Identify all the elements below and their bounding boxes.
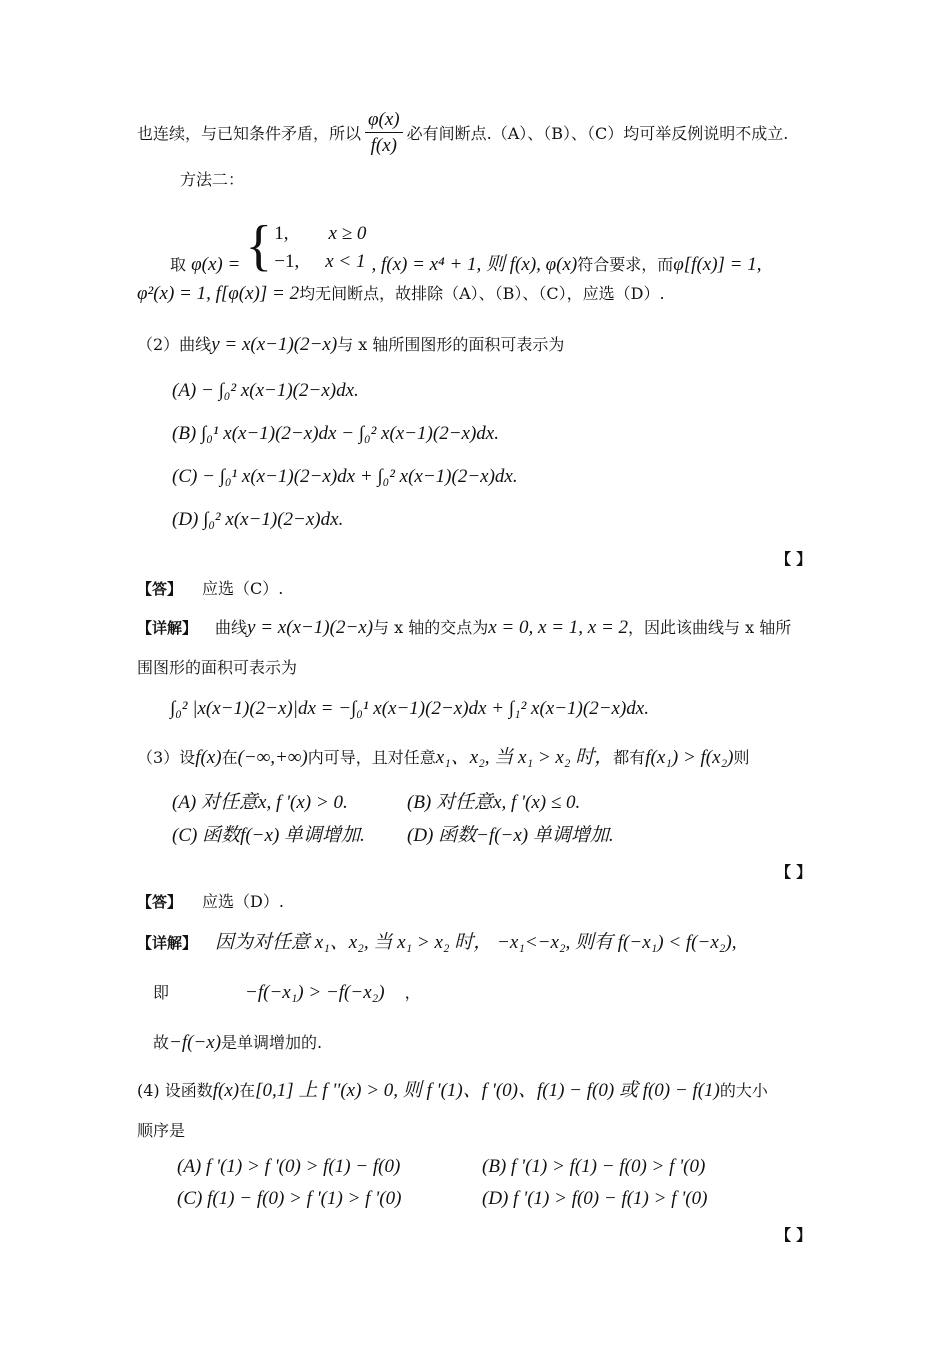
question-3-stem [137,748,750,767]
text-segment: 在 [239,1081,256,1100]
text-segment: 故 [153,1033,170,1052]
fraction-denominator: f(x) [370,135,397,156]
text-segment: 也连续，与已知条件矛盾，所以 [137,124,362,143]
math-intersections: x = 0, x = 1, x = 2 [488,617,629,638]
text-segment: 在 [221,748,238,767]
math-fx: f(x) [212,1080,240,1101]
math-curve: y = x(x−1)(2−x) [211,334,338,355]
question-3-option-c: (C) 函数f(−x) 单调增加. [172,825,365,846]
text-segment: 则 [733,748,750,767]
question-3-option-a: (A) 对任意x, f '(x) > 0. [172,792,348,813]
question-4-option-d: (D) f '(1) > f(0) − f(1) > f '(0) [482,1188,708,1209]
phi-of-f: φ[f(x)] = 1, [673,254,762,275]
text-segment: ， [404,983,421,1002]
text-segment: 即 [153,983,170,1002]
question-4-option-c: (C) f(1) − f(0) > f '(1) > f '(0) [177,1188,402,1209]
text-segment: 必有间断点.（A）、（B）、（C）均可举反例说明不成立. [406,124,789,143]
math-condition: x₁、x₂, 当 x₁ > x₂ 时， [435,747,614,768]
question-3-answer [137,894,284,910]
case-row [274,220,366,248]
question-4-option-b: (B) f '(1) > f(1) − f(0) > f '(0) [482,1156,706,1177]
answer-bracket: 【 】 [776,550,812,568]
text-segment: 取 [170,255,187,274]
answer-tag: 【答】 [137,893,183,911]
question-2-option-b: (B) ∫₀¹ x(x−1)(2−x)dx − ∫₀² x(x−1)(2−x)dx. [172,423,499,444]
math-phi-squared: φ²(x) = 1, f[φ(x)] = 2 [137,283,300,304]
detail-tag: 【详解】 [137,934,198,952]
case-row [274,248,366,276]
piecewise-definition [170,206,762,275]
detail-tag: 【详解】 [137,619,198,637]
line-continuity [137,109,789,157]
question-3-conclusion [153,1033,322,1052]
fraction-phi-over-f [365,110,403,155]
case-condition: x < 1 [325,250,366,272]
math-detail: 因为对任意 x₁、x₂, 当 x₁ > x₂ 时， −x₁<−x₂, 则有 f(−x₁) < f(−x₂), [215,932,737,953]
question-2-detail-line2: 围图形的面积可表示为 [137,658,298,677]
math-curve: y = x(x−1)(2−x) [247,617,374,638]
question-3-ji [153,983,421,1002]
fraction-numerator: φ(x) [365,110,403,133]
question-4-stem [137,1081,768,1100]
text-segment: (4) 设函数 [137,1081,213,1100]
text-segment: 都有 [613,748,646,767]
text-segment: （3）设 [137,748,196,767]
question-2-option-d: (D) ∫₀² x(x−1)(2−x)dx. [172,509,344,530]
case-value: −1, [274,250,300,272]
text-segment: 曲线 [215,618,248,637]
question-2-option-a: (A) − ∫₀² x(x−1)(2−x)dx. [172,380,359,401]
question-2-detail [137,618,791,637]
math-fx: f(x) [195,747,222,768]
answer-text: 应选（C）. [202,579,284,598]
text-segment: 均无间断点，故排除（A）、（B）、（C），应选（D）. [299,284,665,303]
text-segment: 的大小 [719,1081,768,1100]
brace-glyph: { [245,215,273,277]
question-3-detail [137,933,736,952]
text-segment: 是单调增加的. [221,1033,323,1052]
case-condition: x ≥ 0 [328,222,367,244]
question-4-option-a: (A) f '(1) > f '(0) > f(1) − f(0) [177,1156,401,1177]
piecewise-cases [274,220,366,275]
text-segment: ，因此该曲线与 x 轴所 [628,618,792,637]
question-3-option-b: (B) 对任意x, f '(x) ≤ 0. [407,792,581,813]
math-inequality: −f(−x₁) > −f(−x₂) [245,982,385,1003]
answer-tag: 【答】 [137,580,183,598]
answer-bracket: 【 】 [776,863,812,881]
math-interval: (−∞,+∞) [237,747,308,768]
question-2-option-c: (C) − ∫₀¹ x(x−1)(2−x)dx + ∫₀² x(x−1)(2−x)dx. [172,466,518,487]
math-function: −f(−x) [169,1032,222,1053]
method-two-heading: 方法二： [180,170,245,189]
math-condition: [0,1] 上 f ''(x) > 0, 则 f '(1)、f '(0)、f(1) − f(0) 或 f(0) − f(1) [255,1080,720,1101]
math-inequality: f(x₁) > f(x₂) [645,747,734,768]
text-segment: 与 x 轴所围图形的面积可表示为 [337,335,565,354]
text-segment: （2）曲线 [137,335,212,354]
question-2-integral: ∫₀² |x(x−1)(2−x)|dx = −∫₀¹ x(x−1)(2−x)dx + ∫₁² x(x−1)(2−x)dx. [170,698,649,719]
answer-bracket: 【 】 [776,1226,812,1244]
question-2-answer [137,581,283,597]
question-2-stem [137,335,564,354]
text-segment: 内可导，且对任意 [307,748,436,767]
f-definition: , f(x) = x⁴ + 1, 则 f(x), φ(x) [371,254,578,275]
line-phi-squared [137,284,665,303]
answer-text: 应选（D）. [202,892,284,911]
question-3-option-d: (D) 函数−f(−x) 单调增加. [407,825,614,846]
text-segment: 符合要求，而 [577,255,674,274]
question-4-stem-line2: 顺序是 [137,1121,186,1140]
phi-lhs: φ(x) = [191,254,241,275]
case-value: 1, [274,222,289,244]
text-segment: 与 x 轴的交点为 [373,618,489,637]
